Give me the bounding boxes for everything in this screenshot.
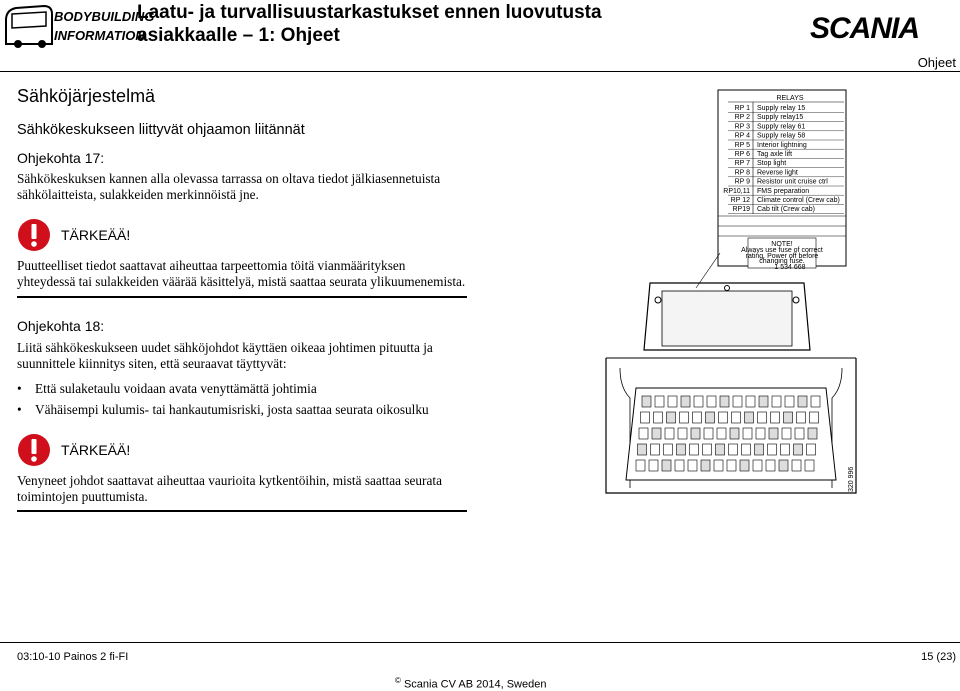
warning-2-label: TÄRKEÄÄ! <box>61 442 131 458</box>
fuse-slot <box>794 444 803 455</box>
fuse-slot <box>719 412 728 423</box>
fuse-slot <box>667 412 676 423</box>
fuse-slot <box>703 444 712 455</box>
fuse-slot <box>771 412 780 423</box>
fuse-slot <box>756 428 765 439</box>
page-number: 15 (23) <box>921 651 956 663</box>
fuse-slot <box>745 412 754 423</box>
list-item: • Vähäisempi kulumis- tai hankautumisriski, josta saattaa seurata oikosulku <box>17 402 429 423</box>
fuse-slot <box>642 396 651 407</box>
fuse-slot <box>691 428 700 439</box>
fuse-slot <box>784 412 793 423</box>
fuse-slot <box>766 460 775 471</box>
fuse-slot <box>701 460 710 471</box>
fuse-slot <box>779 460 788 471</box>
note-line-5: 1 534 668 <box>774 264 806 271</box>
bodybuilding-information-logo <box>2 2 155 48</box>
page-header-title <box>137 1 602 47</box>
fuse-slot <box>652 428 661 439</box>
fuse-slot <box>742 444 751 455</box>
warning-1 <box>17 218 130 252</box>
relay-code: RP 2 <box>734 114 750 122</box>
fuse-slot <box>768 444 777 455</box>
scania-logo: SCANIA <box>810 12 920 45</box>
logo-text-line2: INFORMATION <box>54 28 145 43</box>
fuse-slot <box>782 428 791 439</box>
fuse-slot <box>707 396 716 407</box>
header-divider <box>0 71 960 72</box>
fuse-slot <box>811 396 820 407</box>
item-17-text: Sähkökeskuksen kannen alla olevassa tarrassa on oltava tiedot jälkiasennetuista sähkölaitteista, sulakkeiden merkinnöistä jne. <box>17 171 441 202</box>
item-17-heading: Ohjekohta 17: <box>17 150 105 166</box>
logo-text-line1: BODYBUILDING <box>54 9 155 24</box>
fuse-slot <box>798 396 807 407</box>
fuse-slot <box>665 428 674 439</box>
fuse-slot <box>651 444 660 455</box>
fuse-slot <box>688 460 697 471</box>
relay-description: Tag axle lift <box>757 151 793 158</box>
relay-code: RP19 <box>732 206 750 214</box>
relay-description: Supply relay 15 <box>757 105 806 112</box>
relay-description: Interior lightning <box>757 141 807 149</box>
relay-description: Stop light <box>757 160 787 168</box>
fuse-slot <box>758 412 767 423</box>
section-rule-1 <box>17 296 467 298</box>
fuse-slot <box>753 460 762 471</box>
relay-description: Cab tilt (Crew cab) <box>757 206 815 214</box>
relay-description: Supply relay 61 <box>757 123 806 131</box>
fuse-slot <box>638 444 647 455</box>
fuse-slot <box>772 396 781 407</box>
fuse-slot <box>759 396 768 407</box>
copyright-symbol: © <box>395 676 401 685</box>
fuse-slot <box>641 412 650 423</box>
footer-divider <box>0 642 960 643</box>
fuse-slot <box>795 428 804 439</box>
relay-code: RP 4 <box>734 132 750 140</box>
fuse-slot <box>720 396 729 407</box>
relay-description: Supply relay 58 <box>757 132 806 140</box>
fuse-slot <box>733 396 742 407</box>
relay-description: FMS preparation <box>757 187 810 195</box>
warning-2-text: Venyneet johdot saattavat aiheuttaa vaurioita kytkentöihin, mistä saattaa seurata toimintojen puuttumista. <box>17 473 442 504</box>
fuse-slot <box>714 460 723 471</box>
warning-icon <box>17 433 51 467</box>
fuse-slot <box>730 428 739 439</box>
relay-code: RP 8 <box>734 169 750 177</box>
fuse-slot <box>662 460 671 471</box>
fuse-slot <box>746 396 755 407</box>
relay-description: Climate control (Crew cab) <box>757 197 840 204</box>
fuse-slot <box>675 460 684 471</box>
fuse-slot <box>677 444 686 455</box>
relay-code: RP 5 <box>734 141 750 149</box>
fuse-slot <box>706 412 715 423</box>
item-18-text: Liitä sähkökeskukseen uudet sähköjohdot käyttäen oikeaa johtimen pituutta ja suunnittele kiinnitys siten, että seuraavat täyttyvät: <box>17 340 433 371</box>
fuse-slot <box>654 412 663 423</box>
fuse-slot <box>743 428 752 439</box>
relay-description: Resistor unit cruise ctrl <box>757 178 828 186</box>
relays-title: RELAYS <box>776 95 804 102</box>
fuse-slot <box>727 460 736 471</box>
copyright <box>395 676 546 691</box>
fuse-slot <box>678 428 687 439</box>
fuse-slot <box>716 444 725 455</box>
fuse-slot <box>668 396 677 407</box>
fuse-slot <box>729 444 738 455</box>
fuse-slot <box>740 460 749 471</box>
item-18-heading: Ohjekohta 18: <box>17 318 105 334</box>
warning-icon <box>17 218 51 252</box>
header-title-line2: asiakkaalle – 1: Ohjeet <box>137 25 340 46</box>
sub-heading: Sähkökeskukseen liittyvät ohjaamon liitännät <box>17 122 305 138</box>
fuse-slot <box>805 460 814 471</box>
fuse-slot <box>769 428 778 439</box>
relay-code: RP 6 <box>734 151 750 158</box>
fuse-slot <box>639 428 648 439</box>
fuse-slot <box>694 396 703 407</box>
fuse-box-illustration <box>600 88 862 500</box>
fuse-slot <box>732 412 741 423</box>
fuse-slot <box>781 444 790 455</box>
note-line-2: Always use fuse of correct <box>741 247 823 254</box>
warning-1-text: Puutteelliset tiedot saattavat aiheuttaa tarpeettomia töitä vianmäärityksen yhteydessä tai sulakkeiden väärää käsittelyä, mistä saattaa seurata ylikuumenemista. <box>17 258 466 289</box>
fuse-slot <box>655 396 664 407</box>
relay-code: RP 7 <box>734 160 750 168</box>
fuse-slot <box>636 460 645 471</box>
copyright-text: Scania CV AB 2014, Sweden <box>403 678 547 691</box>
fuse-slot <box>704 428 713 439</box>
fuse-slot <box>693 412 702 423</box>
header-title-line1: Laatu- ja turvallisuustarkastukset ennen luovutusta <box>137 2 602 23</box>
fuse-slot <box>808 428 817 439</box>
section-tag: Ohjeet <box>917 55 956 70</box>
note-line-3: rating. Power off before <box>745 253 819 260</box>
bullet-list <box>17 381 429 423</box>
warning-2 <box>17 433 130 467</box>
relay-description: Reverse light <box>757 169 798 177</box>
relay-code: RP 3 <box>734 123 750 131</box>
list-item: • Että sulaketaulu voidaan avata venyttämättä johtimia <box>17 381 429 402</box>
main-heading: Sähköjärjestelmä <box>17 86 156 106</box>
fuse-slot <box>807 444 816 455</box>
relay-code: RP 12 <box>730 197 750 204</box>
fuse-slot <box>797 412 806 423</box>
section-rule-2 <box>17 510 467 512</box>
relay-code: RP10,11 <box>723 187 750 195</box>
figure-id: 320 996 <box>848 466 855 492</box>
fuse-slot <box>717 428 726 439</box>
note-line-1: NOTE! <box>771 241 793 248</box>
fuse-slot <box>680 412 689 423</box>
fuse-slot <box>755 444 764 455</box>
fuse-slot <box>664 444 673 455</box>
fuse-slot <box>792 460 801 471</box>
fuse-slot <box>690 444 699 455</box>
relay-description: Supply relay15 <box>757 114 804 122</box>
warning-1-label: TÄRKEÄÄ! <box>61 227 131 243</box>
note-line-4: changing fuse. <box>759 258 805 265</box>
fuse-slot <box>649 460 658 471</box>
relay-code: RP 9 <box>734 178 750 186</box>
fuse-slot <box>681 396 690 407</box>
fuse-slot <box>785 396 794 407</box>
relay-code: RP 1 <box>734 105 750 112</box>
fuse-slot <box>810 412 819 423</box>
document-version: 03:10-10 Painos 2 fi-FI <box>17 651 129 663</box>
